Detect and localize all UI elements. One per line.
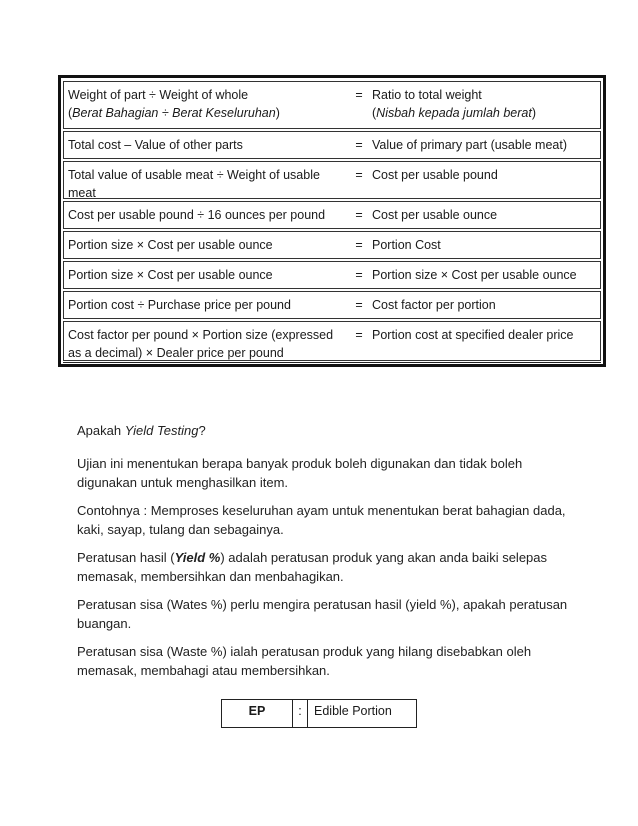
paragraph-yield: [77, 548, 577, 586]
formula-lhs: [64, 82, 348, 128]
equals-sign: =: [355, 168, 363, 182]
formula-row: [63, 161, 601, 199]
paren-close: ): [531, 106, 536, 120]
equals-sign: =: [355, 238, 363, 252]
formula-rhs: Value of primary part (usable meat): [372, 138, 567, 152]
formula-row: [63, 321, 601, 361]
formula-rhs: Cost factor per portion: [372, 298, 496, 312]
paren-open: (: [372, 106, 377, 120]
equals-sign: =: [355, 298, 363, 312]
section-question: [77, 421, 577, 440]
equals-sign: =: [355, 208, 363, 222]
formula-lhs: Portion size × Cost per usable ounce: [68, 238, 273, 252]
ep-separator: :: [293, 700, 308, 727]
formula-rhs: Cost per usable pound: [372, 168, 498, 182]
paren-open: (: [68, 106, 73, 120]
yield-prefix: Peratusan hasil (: [77, 550, 175, 565]
formula-row: [63, 201, 601, 229]
ep-code: EP: [222, 700, 293, 727]
formula-lhs: Cost per usable pound ÷ 16 ounces per pound: [68, 208, 326, 222]
formula-row: [63, 291, 601, 319]
equals-sign: =: [355, 268, 363, 282]
formula-rhs: Portion Cost: [372, 238, 441, 252]
yield-term: Yield %: [174, 550, 221, 565]
formula-lhs-malay: Berat Bahagian ÷ Berat Keseluruhan: [72, 106, 276, 120]
formula-row: [63, 261, 601, 289]
formula-row: [63, 131, 601, 159]
formula-rhs-malay: Nisbah kepada jumlah berat: [376, 106, 532, 120]
paragraph-definition: Ujian ini menentukan berapa banyak produk boleh digunakan dan tidak boleh digunakan untuk menghasilkan item.: [77, 456, 523, 490]
paren-close: ): [275, 106, 280, 120]
formula-lhs: Cost factor per pound × Portion size (expressed as a decimal) × Dealer price per pound: [68, 328, 334, 360]
question-prefix: Apakah: [77, 423, 125, 438]
formula-rhs-line1: Ratio to total weight: [372, 88, 482, 102]
equals-sign: =: [355, 138, 363, 152]
question-mark: ?: [198, 423, 206, 438]
yield-suffix: ) adalah peratusan produk yang akan anda baiki selepas memasak, membersihkan dan menbahagikan.: [77, 550, 548, 584]
formula-lhs-line1: Weight of part ÷ Weight of whole: [68, 88, 249, 102]
formula-lhs: Portion cost ÷ Purchase price per pound: [68, 298, 291, 312]
formula-rhs: Cost per usable ounce: [372, 208, 498, 222]
body-text: [77, 421, 577, 689]
formula-lhs: Total cost – Value of other parts: [68, 138, 243, 152]
formula-rhs: Portion size × Cost per usable ounce: [372, 268, 577, 282]
ep-definition-table: [221, 699, 417, 728]
formula-row: [63, 81, 601, 129]
formula-lhs: Total value of usable meat ÷ Weight of usable meat: [68, 168, 320, 200]
formula-rhs: Portion cost at specified dealer price: [372, 328, 574, 342]
ep-meaning: Edible Portion: [314, 704, 392, 718]
paragraph-example: Contohnya : Memproses keseluruhan ayam untuk menentukan berat bahagian dada, kaki, sayap, tulang dan sebagainya.: [77, 503, 566, 537]
formula-rhs: [370, 82, 600, 128]
equals-sign: =: [355, 328, 363, 342]
paragraph-wates: Peratusan sisa (Wates %) perlu mengira peratusan hasil (yield %), apakah peratusan buangan.: [77, 597, 568, 631]
question-term: Yield Testing: [124, 423, 199, 438]
formula-row: [63, 231, 601, 259]
formula-lhs: Portion size × Cost per usable ounce: [68, 268, 273, 282]
formula-table: [58, 75, 606, 367]
equals-sign: =: [355, 88, 363, 102]
paragraph-waste: Peratusan sisa (Waste %) ialah peratusan produk yang hilang disebabkan oleh memasak, membahagi atau membersihkan.: [77, 644, 532, 678]
